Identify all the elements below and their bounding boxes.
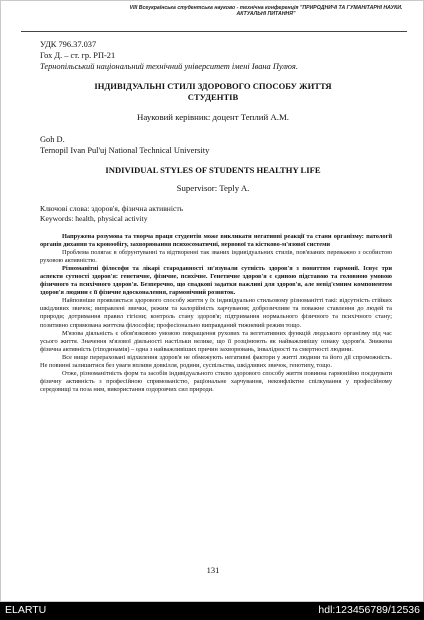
header-divider <box>21 31 407 32</box>
paragraph-styles: Найповніше проявляється здорового способу життя у їх індивідуально стильовому різноманітті такі: відсутність стійких шкідливих звичок; виправлені звички, режим та калорійність харчування; доброзичливе та поважне ставлення до людей та природи; дотримання правил гігієни; контроль стану здоров'я; підтримання нормального фізичного та психічного стану; позитивно спрямована життєва філософія; професіонально виправданий тижневий режим тощо. <box>40 297 392 329</box>
page-number: 131 <box>206 565 220 575</box>
keywords-ua: Ключові слова: здоров'я, фізична активність <box>40 204 184 213</box>
conference-header-line2: АКТУАЛЬНІ ПИТАННЯ" <box>236 11 296 18</box>
author-ua: Гох Д. – ст. гр. РП-21 <box>40 51 116 60</box>
paragraph-conclusion: Отже, різноманітність форм та засобів індивідуального стилю здорового способу життя повинна гармонійно поєднувати фізичну активність з професійною спрямованістю, раціональне харчування, неконфліктне спілкування у професійному середовищі та поза ним, використання оздоровчих сил природи. <box>40 369 392 393</box>
repository-footer-bar <box>0 602 424 620</box>
supervisor-ua: Науковий керівник: доцент Теплий А.М. <box>137 112 289 122</box>
paragraph-intro: Напружена розумова та творча праця студентів може викликати негативні реакції та стани організму: патології органів дихання та кровообігу, захворювання психосоматичні, нервової та кістково-м'язової системи <box>40 233 392 249</box>
keywords-en: Keywords: health, physical activity <box>40 214 148 223</box>
title-en: INDIVIDUAL STYLES OF STUDENTS HEALTHY LIFE <box>105 165 321 175</box>
repository-name[interactable]: ELARTU <box>5 604 47 616</box>
article-body <box>40 233 392 394</box>
paragraph-problem: Проблема полягає в обґрунтуванні та відтворенні так званих індивідуальних стилів, пов'язаних переважно з особистою руховою активністю. <box>40 249 392 265</box>
title-ua-line2: СТУДЕНТІВ <box>187 92 239 102</box>
affiliation-en: Ternopil Ivan Pul'uj National Technical University <box>40 146 210 155</box>
paragraph-deviations: Все вище перераховані відхилення здоров'я не обмежують негативні фактори у житті людини та його дії спроможність. Не повинні залишитися без уваги впливи довкілля, родини, суспільства, шкідливих звичок, генотипу, тощо. <box>40 353 392 369</box>
conference-header-line1: VIII Всеукраїнська студентська науково - технічна конференція "ПРИРОДНИЧІ ТА ГУМАНІТАРНІ НАУКИ. <box>129 5 403 11</box>
supervisor-en: Supervisor: Teply A. <box>176 183 250 193</box>
affiliation-ua: Тернопільський національний технічний університет імені Івана Пулюя. <box>40 62 298 71</box>
conference-header <box>121 5 411 17</box>
handle-identifier[interactable]: hdl:123456789/12536 <box>318 604 420 616</box>
paragraph-harmony: Різноманітні філософи та лікарі стародавності зв'язували сутність здоров'я з поняттям гармонії. Існує три аспекти сутності здоров'я: генетичне, фізичне, психічне. Генетичне здоров'я є єдиною підставою та головною умовою фізичного та психічного здоров'я. Безперечно, що спадкові задатки важливі для здоров'я, але невід'ємним компонентом здоров'я людини є її фізичне вдосконалення, гармонічний розвиток. <box>40 265 392 297</box>
author-en: Goh D. <box>40 135 65 144</box>
udc-code: УДК 796.37.037 <box>40 40 97 49</box>
title-ua-line1: ІНДИВІДУАЛЬНІ СТИЛІ ЗДОРОВОГО СПОСОБУ ЖИТТЯ <box>94 81 332 91</box>
paragraph-muscle-activity: М'язова діяльність є обов'язковою умовою покращення рухових та вегетативних функцій людського організму під час усього життя. Значення м'язової діяльності настільки велике, що її розцінюють як найважливішу ознаку здоров'я. Знижена фізична активність (гіподинамія) – одна з найважливіших причин захворювань, інвалідності та смертності людини. <box>40 329 392 353</box>
